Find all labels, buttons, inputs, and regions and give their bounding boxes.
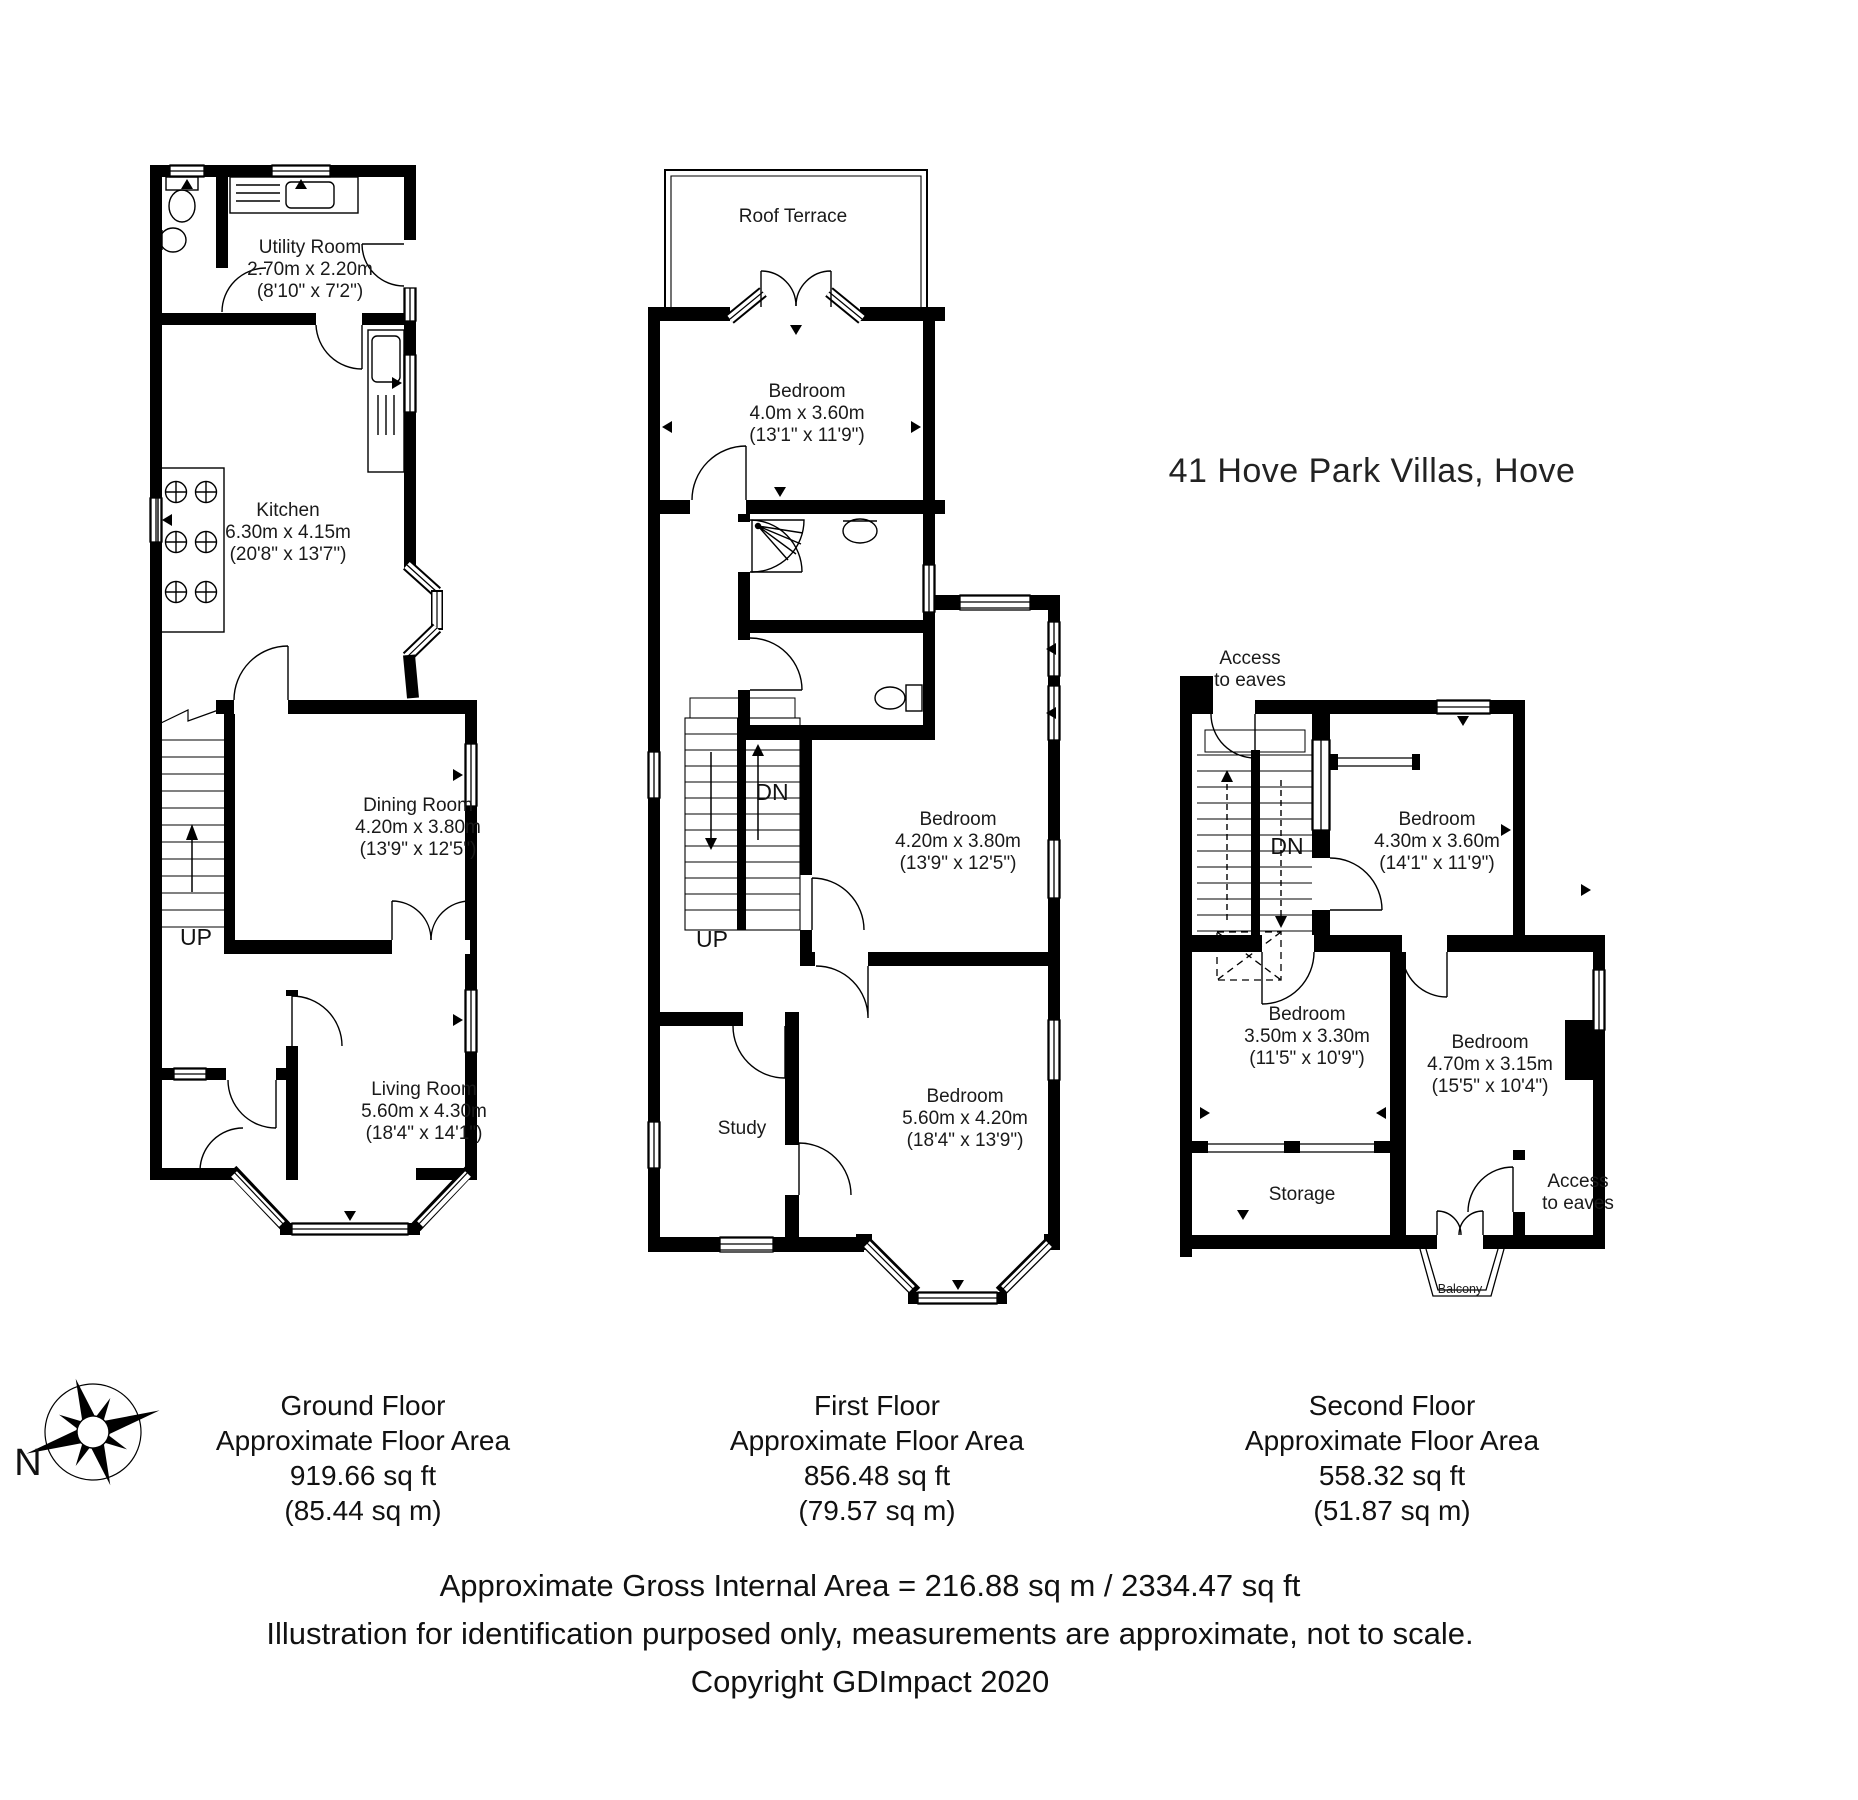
ground-floor-summary: Ground Floor Approximate Floor Area 919.66 sq ft (85.44 sq m) bbox=[215, 1390, 511, 1526]
balcony-label: Balcony bbox=[1437, 1282, 1483, 1296]
room-label-bedroom-rear-first: Bedroom 5.60m x 4.20m (18'4" x 13'9") bbox=[902, 1086, 1028, 1151]
second-dn-label: DN bbox=[1270, 833, 1304, 859]
copyright: Copyright GDImpact 2020 bbox=[690, 1664, 1050, 1699]
room-label-roof-terrace: Roof Terrace bbox=[738, 206, 848, 227]
second-floor-summary: Second Floor Approximate Floor Area 558.32 sq ft (51.87 sq m) bbox=[1244, 1390, 1540, 1526]
kitchen-bay-windows bbox=[407, 565, 443, 698]
first-floor-summary: First Floor Approximate Floor Area 856.48 sq ft (79.57 sq m) bbox=[729, 1390, 1025, 1526]
access-eaves-top-label: Access to eaves bbox=[1214, 648, 1286, 691]
ground-floor-name: Ground Floor bbox=[280, 1390, 446, 1421]
bathroom-basin-icon bbox=[843, 519, 877, 543]
wc-toilet-first-icon bbox=[875, 685, 922, 711]
first-walls bbox=[648, 307, 1060, 1304]
first-dn-label: DN bbox=[755, 779, 789, 805]
utility-sink-icon bbox=[230, 177, 358, 213]
second-floor-plan bbox=[1000, 590, 1660, 1330]
access-eaves-bottom-label: Access to eaves bbox=[1542, 1171, 1614, 1214]
storage-partition bbox=[1192, 1141, 1390, 1153]
room-label-bedroom-rear-second: Bedroom 4.70m x 3.15m (15'5" x 10'4") bbox=[1427, 1032, 1553, 1097]
roof-terrace-outline bbox=[665, 170, 927, 307]
ground-stairs bbox=[161, 708, 224, 927]
second-floor-name: Second Floor bbox=[1308, 1390, 1476, 1421]
room-label-utility: Utility Room 2.70m x 2.20m (8'10" x 7'2") bbox=[247, 237, 373, 302]
kitchen-sink-icon bbox=[368, 330, 404, 472]
hob-icon bbox=[158, 468, 224, 632]
room-label-storage: Storage bbox=[1268, 1184, 1336, 1205]
ground-up-label: UP bbox=[180, 924, 212, 950]
first-floor-name: First Floor bbox=[813, 1390, 940, 1421]
second-walls bbox=[1180, 676, 1605, 1257]
first-door-gaps bbox=[690, 500, 868, 1195]
room-label-study: Study bbox=[717, 1118, 767, 1139]
room-label-kitchen: Kitchen 6.30m x 4.15m (20'8" x 13'7") bbox=[225, 500, 351, 565]
room-label-living: Living Room 5.60m x 4.30m (18'4" x 14'1") bbox=[361, 1079, 487, 1144]
room-label-bedroom-middle-first: Bedroom 4.20m x 3.80m (13'9" x 12'5") bbox=[895, 809, 1021, 874]
compass-rose-icon bbox=[18, 1368, 178, 1498]
footer-notes bbox=[266, 1562, 1473, 1706]
room-label-dining: Dining Room 4.20m x 3.80m (13'9" x 12'5") bbox=[355, 795, 481, 860]
room-label-bedroom-middle-second: Bedroom 3.50m x 3.30m (11'5" x 10'9") bbox=[1244, 1004, 1370, 1069]
gross-internal-area: Approximate Gross Internal Area = 216.88 sq m / 2334.47 sq ft bbox=[439, 1568, 1301, 1603]
room-label-bedroom-front-first: Bedroom 4.0m x 3.60m (13'1" x 11'9") bbox=[749, 381, 865, 446]
compass-north-label: N bbox=[14, 1442, 42, 1484]
disclaimer: Illustration for identification purposed only, measurements are approximate, not to scale. bbox=[266, 1616, 1474, 1651]
wc-toilet-icon bbox=[166, 177, 198, 222]
first-up-label: UP bbox=[696, 926, 728, 952]
wc-basin-icon bbox=[160, 228, 186, 252]
page-title: 41 Hove Park Villas, Hove bbox=[1168, 452, 1576, 490]
room-label-bedroom-front-second: Bedroom 4.30m x 3.60m (14'1" x 11'9") bbox=[1374, 809, 1500, 874]
